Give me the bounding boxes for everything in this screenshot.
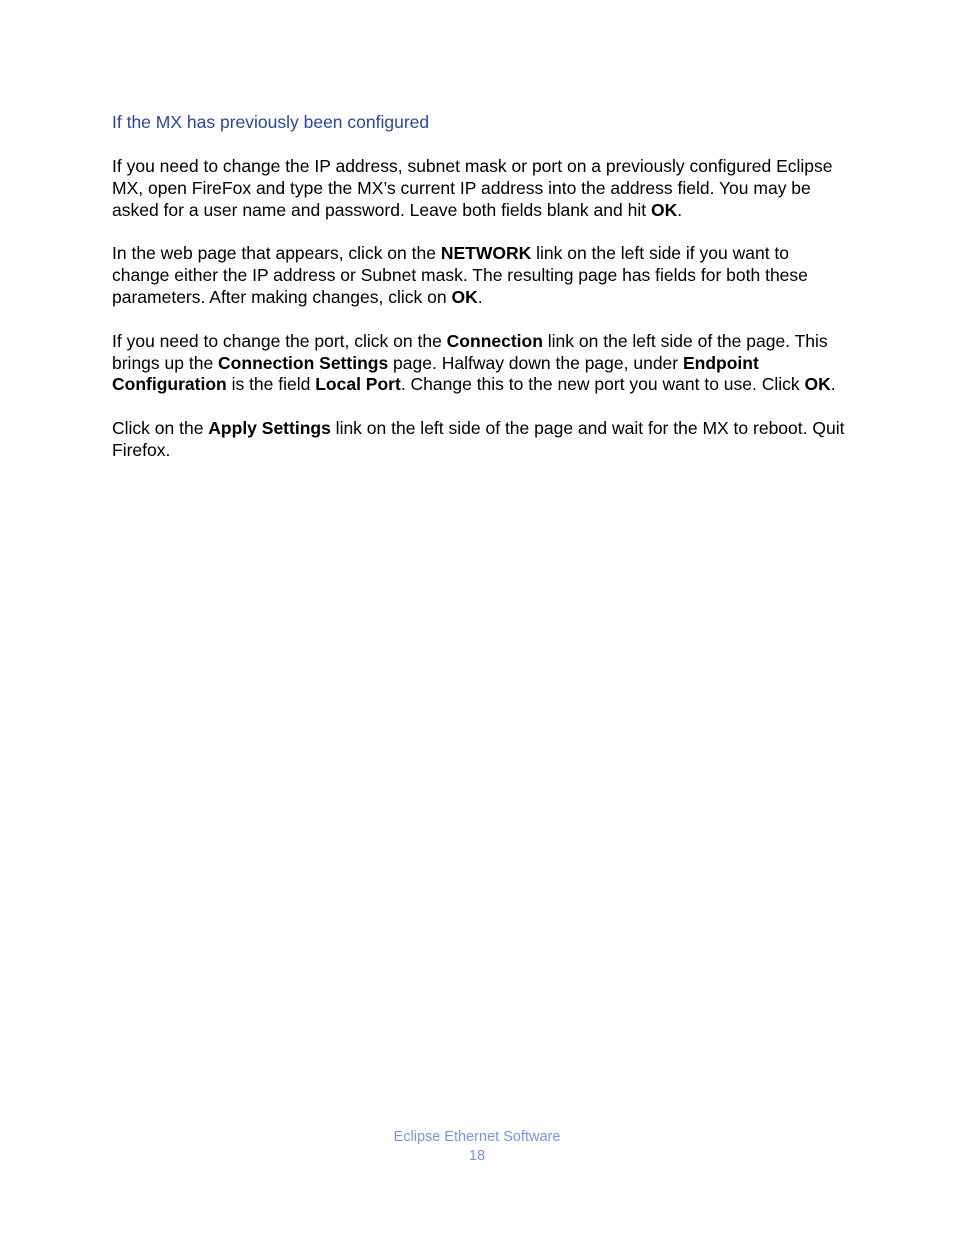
section-heading: If the MX has previously been configured	[112, 112, 430, 132]
page-footer	[0, 1128, 954, 1166]
keyword-ok: OK	[804, 374, 831, 395]
footer-title: Eclipse Ethernet Software	[393, 1129, 561, 1145]
keyword-connection-settings: Connection Settings	[218, 352, 389, 373]
keyword-network: NETWORK	[440, 243, 532, 264]
text-run: . Change this to the new port you want to use. Click	[400, 374, 805, 395]
text-run: If you need to change the IP address, subnet mask or port on a previously configured Eclipse MX, open FireFox and type the MX’s current IP address into the address field. You may be asked for a user name and password. Leave both fields blank and hit	[112, 156, 833, 220]
text-run: link on the left side of the page. This brings up the	[112, 330, 828, 373]
text-run: link on the left side of the page and wait for the MX to reboot. Quit Firefox.	[112, 418, 845, 460]
paragraph-change-ip	[112, 156, 847, 221]
paragraph-network-link	[112, 243, 847, 308]
keyword-connection: Connection	[446, 330, 543, 351]
text-run: .	[677, 199, 683, 220]
text-run: In the web page that appears, click on the	[112, 243, 441, 264]
text-run: .	[830, 374, 836, 395]
document-page	[112, 110, 847, 484]
text-run: is the field	[226, 374, 316, 395]
page-number: 18	[468, 1148, 486, 1164]
text-run: page. Halfway down the page, under	[388, 352, 683, 373]
keyword-ok: OK	[650, 199, 678, 220]
text-run: If you need to change the port, click on the	[112, 330, 447, 351]
paragraph-apply-settings	[112, 418, 847, 462]
keyword-endpoint-configuration: Endpoint Configuration	[112, 352, 759, 395]
text-run: .	[477, 286, 483, 307]
keyword-apply-settings: Apply Settings	[208, 418, 331, 439]
text-run: link on the left side if you want to change either the IP address or Subnet mask. The resulting page has fields for both these parameters. After making changes, click on	[112, 243, 808, 307]
keyword-ok: OK	[451, 286, 478, 307]
paragraph-change-port	[112, 331, 847, 396]
text-run: Click on the	[112, 418, 209, 439]
keyword-local-port: Local Port	[315, 374, 401, 395]
